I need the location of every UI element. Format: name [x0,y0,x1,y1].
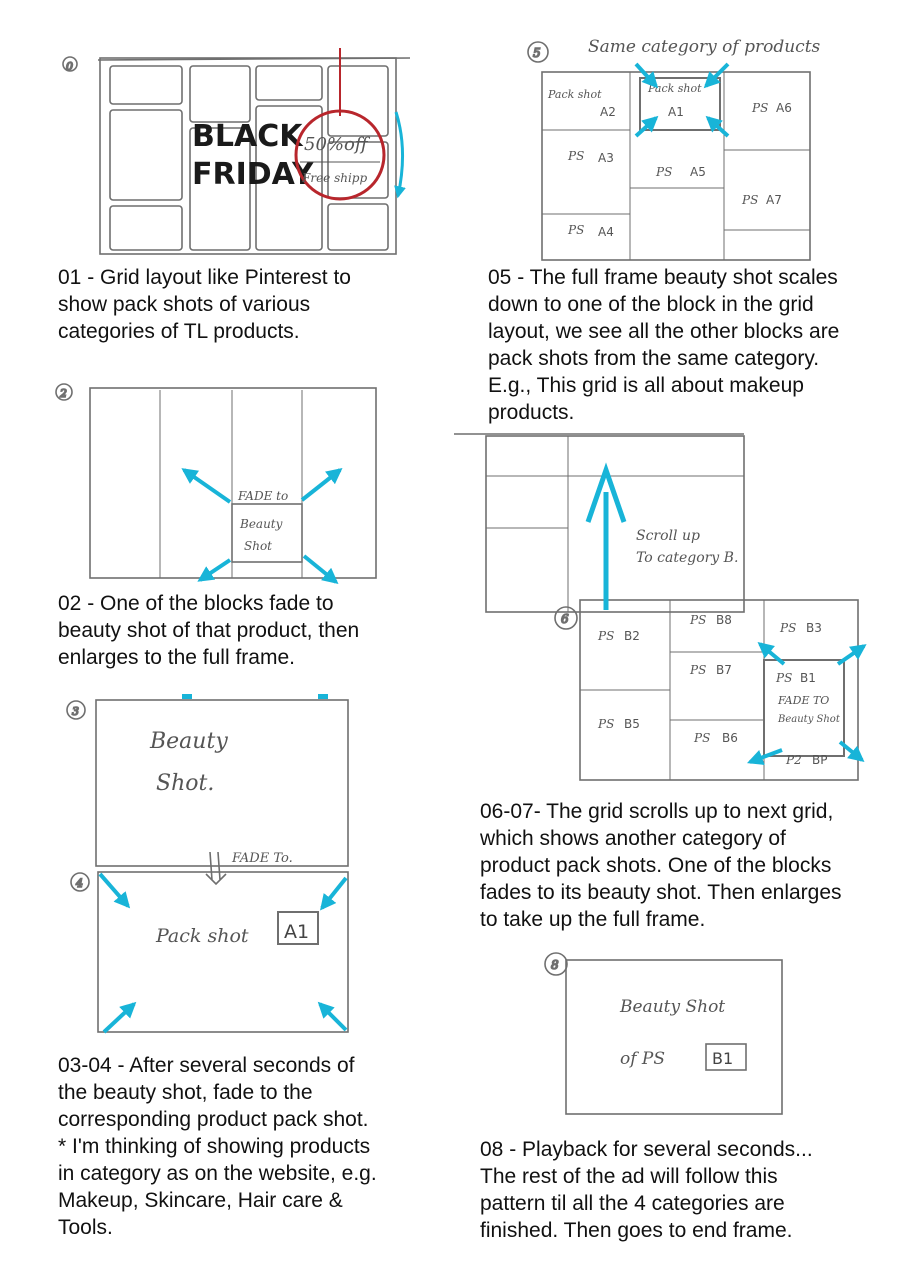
panel-08-number: 8 [551,958,559,972]
cell-a7-prefix: PS [742,193,759,207]
same-category-title: Same category of products [588,37,821,57]
cell-a5-code: A5 [690,165,706,179]
cell-a1-code: A1 [668,105,684,119]
fade-note-1: FADE to [238,489,289,503]
caption-01: 01 - Grid layout like Pinterest to show pack shots of various categories of TL products. [58,266,351,343]
black-friday-line-1: BLACK [192,119,303,154]
cell-b8-prefix: PS [690,613,707,627]
sale-badge-line-1: 50%off [304,134,368,155]
final-code: B1 [712,1049,734,1068]
b1-fade-note-2: Beauty Shot [778,714,840,725]
scroll-up-arrow [588,470,624,610]
fade-note-2: Beauty [240,517,283,531]
cell-b3-code: B3 [806,621,822,635]
cell-bp-prefix: P2 [786,753,802,767]
panel-03-number: 3 [72,705,79,718]
panel-01-number: 0 [66,60,73,73]
cell-a7-code: A7 [766,193,782,207]
cell-a5-prefix: PS [656,165,673,179]
caption-03-04: 03-04 - After several seconds of the beauty shot, fade to the corresponding product pack shot. * I'm thinking of showing products in category as on the website, e.g. Makeup, Skincare, Hair care & Tools. [58,1054,377,1239]
cell-bp-code: BP [812,753,828,767]
panel-02-frame [90,388,376,578]
beauty-shot-text-1: Beauty [150,729,228,754]
cell-a4-prefix: PS [568,223,585,237]
cyan-top-marks [182,694,328,699]
panel-08-frame [566,960,782,1114]
panel-01-sketch [63,57,410,254]
caption-06-07: 06-07- The grid scrolls up to next grid, which shows another category of product pack shots. One of the blocks fades to its beauty shot. Then enlarges to take up the full frame. [480,800,842,931]
cell-b5-code: B5 [624,717,640,731]
cell-a1-prefix: Pack shot [648,82,702,95]
scroll-down-arrow [396,112,403,196]
cell-b8-code: B8 [716,613,732,627]
cell-b5-prefix: PS [598,717,615,731]
final-beauty-text: Beauty Shot [620,997,726,1017]
cell-a3-prefix: PS [568,149,585,163]
caption-08: 08 - Playback for several seconds... The rest of the ad will follow this pattern til all the 4 categories are finished. Then goes to end frame. [480,1138,813,1242]
scale-arrows [100,874,346,1032]
cell-a6-prefix: PS [752,101,769,115]
fading-block [232,504,302,562]
panel-06-sketch [454,434,858,780]
panel-02-number: 2 [60,387,67,400]
panel-04-number: 4 [76,877,83,890]
shrink-arrows [636,64,728,136]
panel-06-number: 6 [561,612,569,626]
panel-06-frame [486,436,744,612]
cell-b2-prefix: PS [598,629,615,643]
scroll-note-2: To category B. [636,550,739,566]
b1-fade-note-1: FADE TO [778,694,830,707]
black-friday-line-2: FRIDAY [192,157,314,192]
cell-a4-code: A4 [598,225,614,239]
final-of-ps-text: of PS [620,1049,666,1069]
cell-a6-code: A6 [776,101,792,115]
panel-01-frame [100,58,396,254]
scroll-note-1: Scroll up [636,528,700,544]
cell-a2-prefix: Pack shot [548,88,602,101]
cell-b7-code: B7 [716,663,732,677]
panel-04-frame [98,872,348,1032]
caption-02: 02 - One of the blocks fade to beauty shot of that product, then enlarges to the full frame. [58,592,360,669]
beauty-shot-text-2: Shot. [156,771,215,796]
sale-badge-line-2: Free shipp [302,171,368,185]
pack-shot-text: Pack shot [156,925,249,947]
panel-05-number: 5 [533,46,541,60]
fade-to-note: FADE To. [232,851,293,866]
cell-b1-prefix: PS [776,671,793,685]
cell-b3-prefix: PS [780,621,797,635]
caption-05: 05 - The full frame beauty shot scales down to one of the block in the grid layout, we see all the other blocks are pack shots from the same category. E.g., This grid is all about makeup products. [488,266,840,424]
panel-05-cells [547,82,792,239]
sale-badge [296,111,384,199]
cell-b2-code: B2 [624,629,640,643]
panel-08-sketch [545,953,782,1114]
cell-b1-code: B1 [800,671,816,685]
cell-b6-code: B6 [722,731,738,745]
cell-a2-code: A2 [600,105,616,119]
fade-note-3: Shot [244,539,272,553]
pack-shot-code: A1 [284,921,310,943]
cell-b6-prefix: PS [694,731,711,745]
cell-a3-code: A3 [598,151,614,165]
panel-03-frame [96,700,348,866]
cell-b7-prefix: PS [690,663,707,677]
